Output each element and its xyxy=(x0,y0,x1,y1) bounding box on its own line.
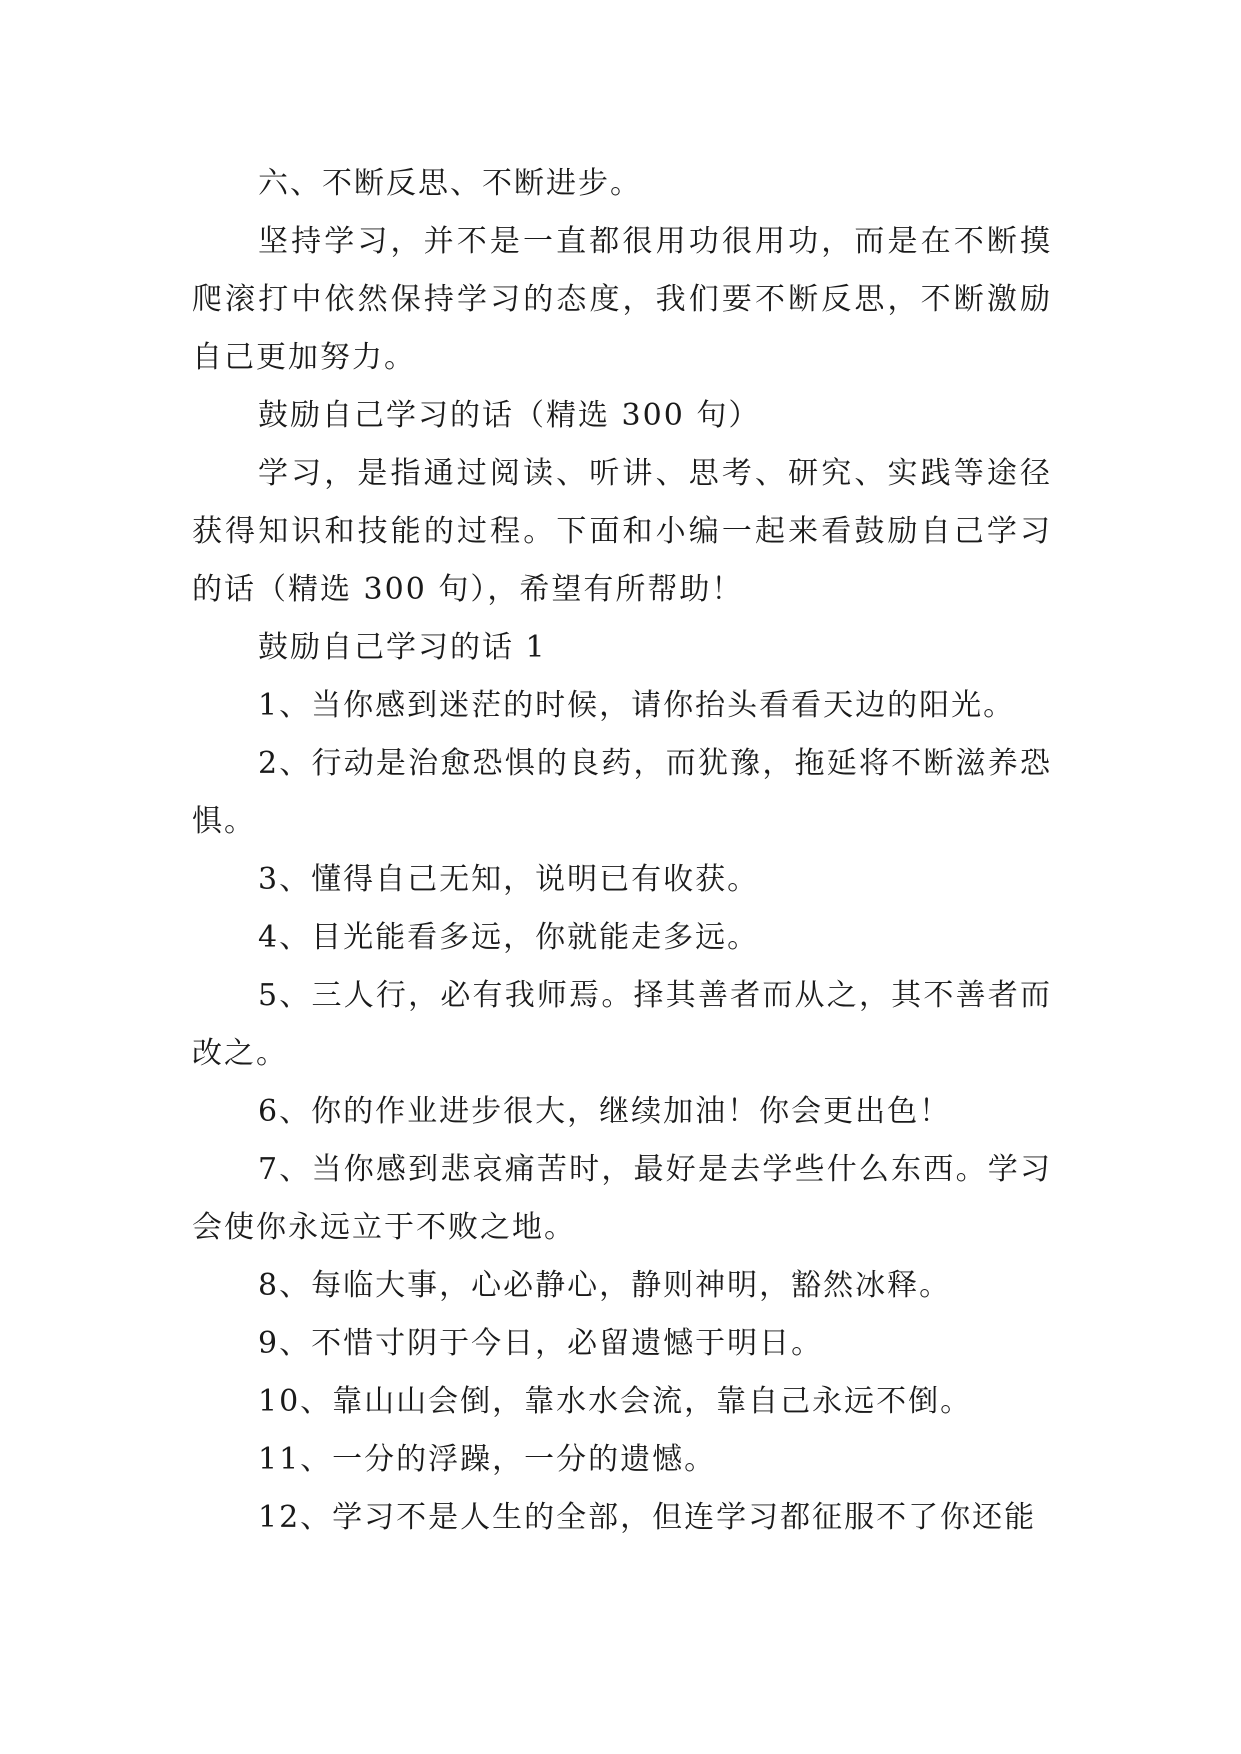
paragraph-title: 鼓励自己学习的话（精选 300 句） xyxy=(258,398,761,433)
quote-item: 4、目光能看多远，你就能走多远。 xyxy=(258,920,760,955)
quote-item: 10、靠山山会倒，靠水水会流，靠自己永远不倒。 xyxy=(258,1384,973,1419)
document-body xyxy=(192,155,1052,1547)
quote-item: 11、一分的浮躁，一分的遗憾。 xyxy=(258,1442,717,1477)
quote-item: 12、学习不是人生的全部，但连学习都征服不了你还能 xyxy=(258,1500,1037,1535)
quote-item: 6、你的作业进步很大，继续加油！你会更出色！ xyxy=(258,1094,952,1129)
quote-item: 1、当你感到迷茫的时候，请你抬头看看天边的阳光。 xyxy=(258,688,1016,723)
quote-item: 2、行动是治愈恐惧的良药，而犹豫，拖延将不断滋养恐惧。 xyxy=(192,746,1052,839)
quote-item: 9、不惜寸阴于今日，必留遗憾于明日。 xyxy=(258,1326,824,1361)
paragraph-subtitle: 鼓励自己学习的话 1 xyxy=(258,630,547,665)
paragraph: 学习，是指通过阅读、听讲、思考、研究、实践等途径获得知识和技能的过程。下面和小编一起来看鼓励自己学习的话（精选 300 句），希望有所帮助！ xyxy=(192,456,1052,607)
paragraph-section-heading: 六、不断反思、不断进步。 xyxy=(258,166,642,201)
quote-item: 5、三人行，必有我师焉。择其善者而从之，其不善者而改之。 xyxy=(192,978,1052,1071)
paragraph: 坚持学习，并不是一直都很用功很用功，而是在不断摸爬滚打中依然保持学习的态度，我们要不断反思，不断激励自己更加努力。 xyxy=(192,224,1052,375)
quote-item: 8、每临大事，心必静心，静则神明，豁然冰释。 xyxy=(258,1268,952,1303)
quote-item: 7、当你感到悲哀痛苦时，最好是去学些什么东西。学习会使你永远立于不败之地。 xyxy=(192,1152,1052,1245)
quote-item: 3、懂得自己无知，说明已有收获。 xyxy=(258,862,760,897)
